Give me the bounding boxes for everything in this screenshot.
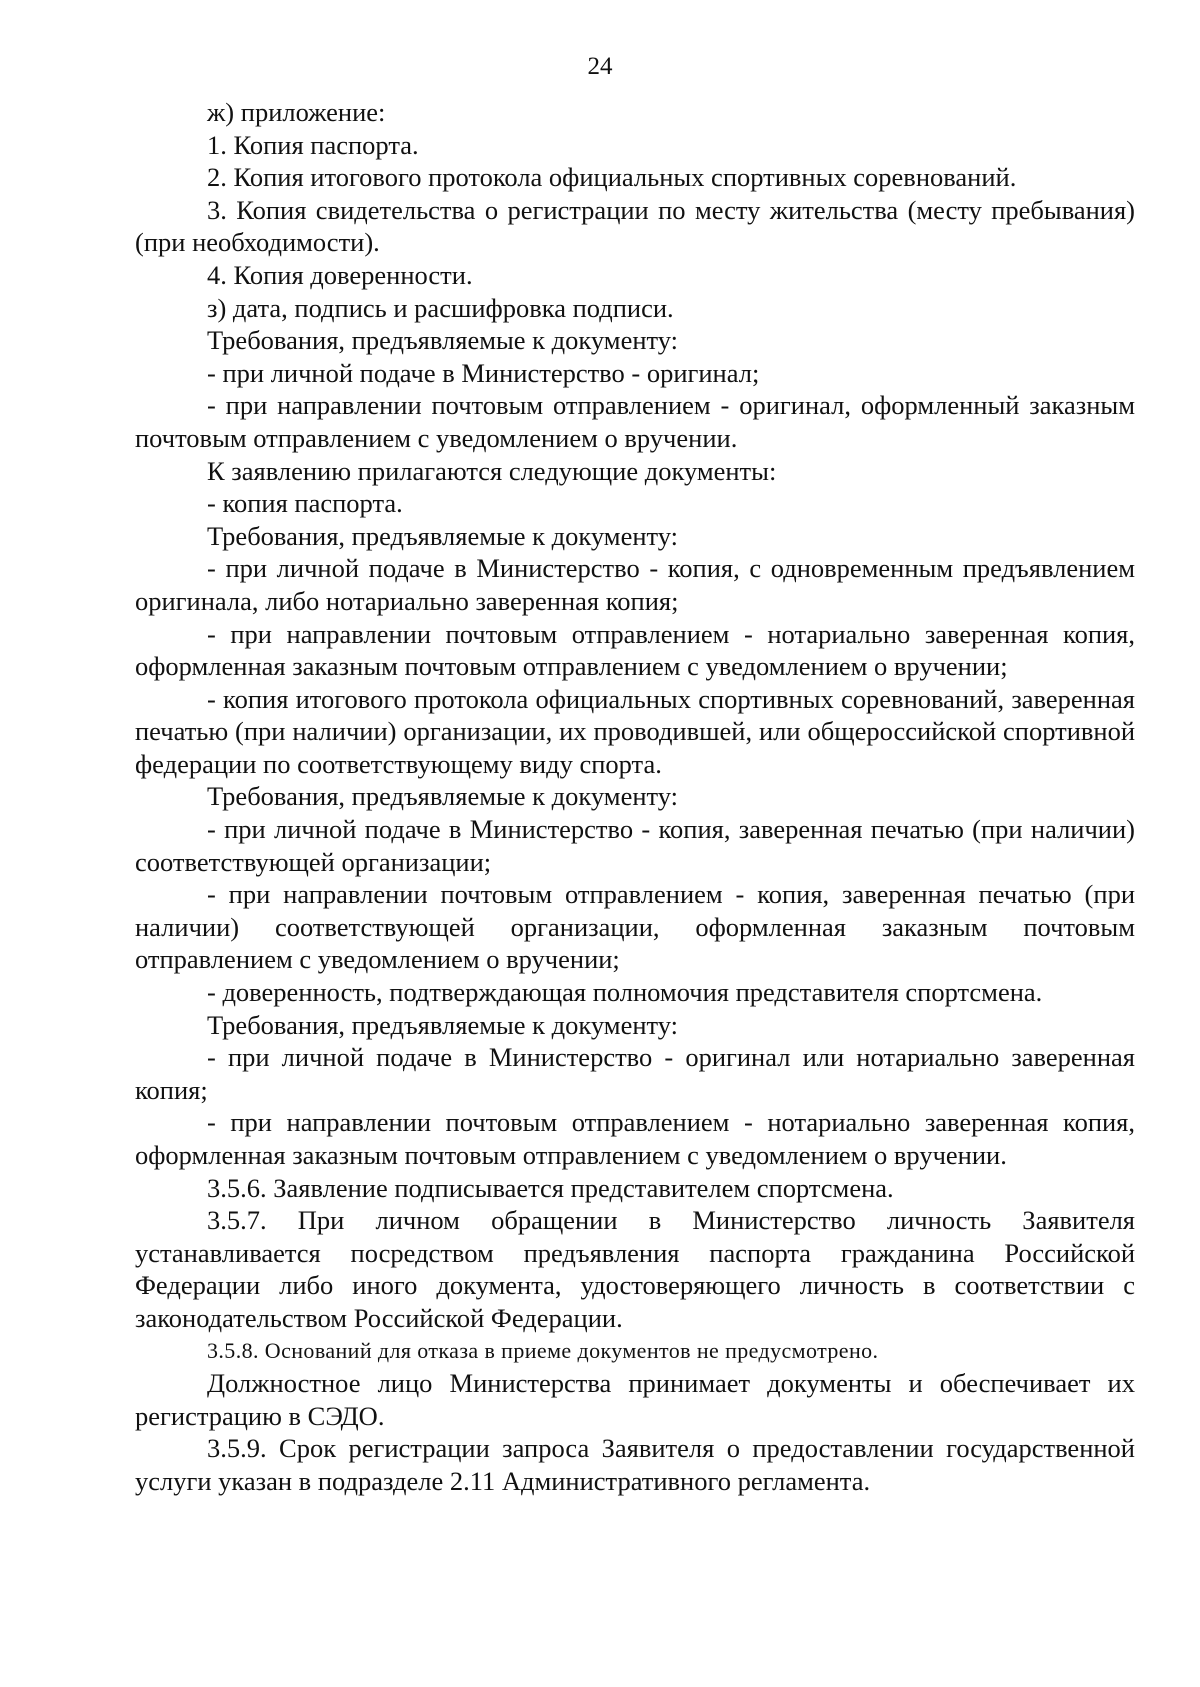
paragraph-power-of-attorney: - доверенность, подтверждающая полномочия представителя спортсмена. [207,977,1043,1008]
paragraph-requirement-mail: - при направлении почтовым отправлением - нотариально заверенная копия, оформленная заказным почтовым отправлением с уведомлением о вручении; [135,618,1135,682]
paragraph-requirement-personal: - при личной подаче в Министерство - оригинал или нотариально заверенная копия; [135,1042,1135,1105]
paragraph-requirement-mail: - при направлении почтовым отправлением - нотариально заверенная копия, оформленная заказным почтовым отправлением с уведомлением о вручении. [135,1107,1135,1170]
page-number: 24 [587,53,613,80]
paragraph-attachment-3: 3. Копия свидетельства о регистрации по месту жительства (месту пребывания) (при необходимости). [135,194,1135,258]
paragraph-attachment-4: 4. Копия доверенности. [207,259,473,290]
document-body [135,96,1135,1498]
paragraph-requirements-heading: Требования, предъявляемые к документу: [207,1009,679,1040]
paragraph-passport-copy: - копия паспорта. [207,488,403,519]
paragraph-section-3-5-7: 3.5.7. При личном обращении в Министерство личность Заявителя устанавливается посредством предъявления паспорта гражданина Российской Федерации либо иного документа, удостоверяющего личность в соответствии с законодательством Российской Федерации. [135,1205,1135,1333]
paragraph-requirement-personal: - при личной подаче в Министерство - копия, заверенная печатью (при наличии) соответствующей организации; [135,814,1135,877]
paragraph-registration-sedo: Должностное лицо Министерства принимает документы и обеспечивает их регистрацию в СЭДО. [135,1368,1135,1431]
paragraph-requirements-heading: Требования, предъявляемые к документу: [207,520,679,551]
paragraph-requirement-personal: - при личной подаче в Министерство - оригинал; [207,357,760,388]
paragraph-requirement-mail: - при направлении почтовым отправлением - копия, заверенная печатью (при наличии) соответствующей организации, оформленная заказным почтовым отправлением с уведомлением о вручении; [135,879,1135,975]
paragraph-requirements-heading: Требования, предъявляемые к документу: [207,325,679,356]
paragraph-requirements-heading: Требования, предъявляемые к документу: [207,781,679,812]
paragraph-requirement-mail: - при направлении почтовым отправлением - оригинал, оформленный заказным почтовым отправлением с уведомлением о вручении. [135,390,1135,453]
paragraph-attachment-2: 2. Копия итогового протокола официальных спортивных соревнований. [207,162,1017,193]
paragraph-attachment-1: 1. Копия паспорта. [207,129,419,160]
paragraph-attached-documents-heading: К заявлению прилагаются следующие документы: [207,455,777,486]
paragraph-attachment-heading: ж) приложение: [207,97,386,127]
paragraph-date-signature: з) дата, подпись и расшифровка подписи. [207,292,674,323]
paragraph-section-3-5-6: 3.5.6. Заявление подписывается представителем спортсмена. [207,1172,894,1203]
paragraph-protocol-copy: - копия итогового протокола официальных спортивных соревнований, заверенная печатью (при наличии) организации, их проводившей, или общероссийской спортивной федерации по соответствующему виду спорта. [135,683,1135,779]
paragraph-requirement-personal: - при личной подаче в Министерство - копия, с одновременным предъявлением оригинала, либо нотариально заверенная копия; [135,553,1135,616]
paragraph-section-3-5-9: 3.5.9. Срок регистрации запроса Заявителя о предоставлении государственной услуги указан в подразделе 2.11 Административного регламента. [135,1433,1135,1496]
paragraph-section-3-5-8: 3.5.8. Оснований для отказа в приеме документов не предусмотрено. [207,1337,879,1363]
